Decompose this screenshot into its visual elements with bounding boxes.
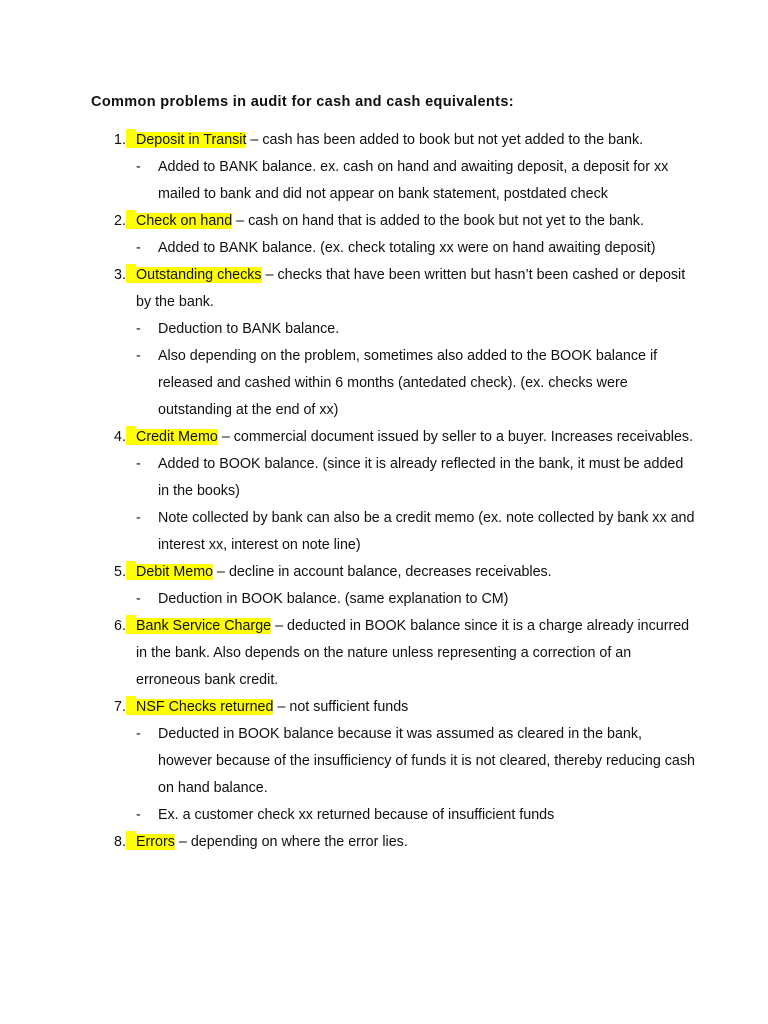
dash-bullet: - <box>136 456 141 472</box>
sub-item <box>0 586 698 613</box>
sub-item <box>0 802 698 829</box>
term-definition: – checks that have been written but hasn’t been cashed or deposit by the bank. <box>136 267 686 310</box>
sub-item-text: Note collected by bank can also be a credit memo (ex. note collected by bank xx and interest xx, interest on note line) <box>158 510 695 553</box>
dash-bullet: - <box>136 726 141 742</box>
highlighted-term: NSF Checks returned <box>136 699 274 715</box>
sub-item-text: Also depending on the problem, sometimes also added to the BOOK balance if released and cashed within 6 months (antedated check). (ex. checks were outstanding at the end of xx) <box>158 348 658 418</box>
highlighted-term: Check on hand <box>136 213 233 229</box>
term-definition: – decline in account balance, decreases receivables. <box>213 564 552 580</box>
term-definition: – cash on hand that is added to the book but not yet to the bank. <box>232 213 644 229</box>
sub-item <box>0 505 698 559</box>
highlighted-term: Outstanding checks <box>136 267 262 283</box>
sub-item <box>0 235 698 262</box>
highlight-lead <box>126 129 136 148</box>
sub-item <box>0 721 698 802</box>
highlighted-term: Deposit in Transit <box>136 132 247 148</box>
highlight-lead <box>126 264 136 283</box>
sub-item <box>0 343 698 424</box>
item-number: 5. <box>114 564 126 580</box>
dash-bullet: - <box>136 159 141 175</box>
highlight-lead <box>126 426 136 445</box>
list-item <box>0 127 768 208</box>
item-number: 3. <box>114 267 126 283</box>
dash-bullet: - <box>136 348 141 364</box>
sub-item-text: Added to BANK balance. (ex. check totaling xx were on hand awaiting deposit) <box>158 240 656 256</box>
highlighted-term: Debit Memo <box>136 564 214 580</box>
highlight-lead <box>126 210 136 229</box>
highlighted-term: Errors <box>136 834 175 850</box>
highlighted-term: Credit Memo <box>136 429 218 445</box>
dash-bullet: - <box>136 591 141 607</box>
sub-item <box>0 154 698 208</box>
problems-list <box>0 127 768 856</box>
highlight-lead <box>126 831 136 850</box>
term-definition: – depending on where the error lies. <box>174 834 408 850</box>
item-number: 7. <box>114 699 126 715</box>
item-number: 1. <box>114 132 126 148</box>
sub-item-text: Deducted in BOOK balance because it was assumed as cleared in the bank, however because of the insufficiency of funds it is not cleared, thereby reducing cash on hand balance. <box>158 726 695 796</box>
item-number: 2. <box>114 213 126 229</box>
sub-item-text: Deduction to BANK balance. <box>158 321 340 337</box>
highlight-lead <box>126 561 136 580</box>
highlight-lead <box>126 696 136 715</box>
item-number: 4. <box>114 429 126 445</box>
sub-item-text: Deduction in BOOK balance. (same explanation to CM) <box>158 591 509 607</box>
item-number: 6. <box>114 618 126 634</box>
highlight-lead <box>126 615 136 634</box>
sub-item <box>0 451 698 505</box>
dash-bullet: - <box>136 240 141 256</box>
list-item <box>0 262 768 424</box>
term-definition: – commercial document issued by seller to a buyer. Increases receivables. <box>217 429 694 445</box>
dash-bullet: - <box>136 321 141 337</box>
list-item <box>0 613 768 694</box>
item-number: 8. <box>114 834 126 850</box>
term-definition: – deducted in BOOK balance since it is a charge already incurred in the bank. Also depends on the nature unless representing a correction of an erroneous bank credit. <box>136 618 690 688</box>
list-item <box>0 424 768 559</box>
term-definition: – not sufficient funds <box>273 699 409 715</box>
dash-bullet: - <box>136 807 141 823</box>
term-definition: – cash has been added to book but not yet added to the bank. <box>246 132 644 148</box>
sub-item-text: Ex. a customer check xx returned because of insufficient funds <box>158 807 555 823</box>
dash-bullet: - <box>136 510 141 526</box>
sub-item <box>0 316 698 343</box>
list-item <box>0 208 768 262</box>
highlighted-term: Bank Service Charge <box>136 618 272 634</box>
sub-item-text: Added to BANK balance. ex. cash on hand and awaiting deposit, a deposit for xx mailed to bank and did not appear on bank statement, postdated check <box>158 159 669 202</box>
sub-item-text: Added to BOOK balance. (since it is already reflected in the bank, it must be added in the books) <box>158 456 684 499</box>
list-item <box>0 829 768 856</box>
list-item <box>0 559 768 613</box>
page-title: Common problems in audit for cash and cash equivalents: <box>91 94 514 110</box>
list-item <box>0 694 768 829</box>
